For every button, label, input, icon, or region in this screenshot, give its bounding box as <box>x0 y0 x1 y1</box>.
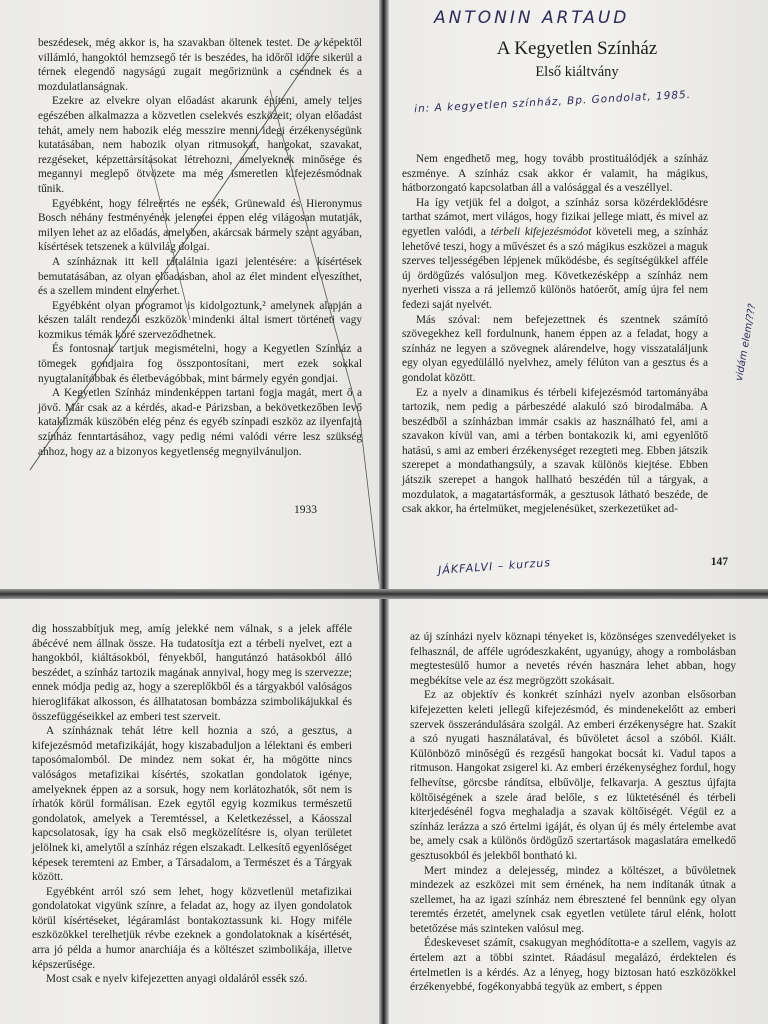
year-label: 1933 <box>294 504 317 516</box>
page-top-right <box>386 0 768 590</box>
paragraph: Most csak e nyelv kifejezetten anyagi oldaláról essék szó. <box>46 973 308 986</box>
page-bottom-right <box>386 598 768 1024</box>
text-column <box>32 622 352 987</box>
handwritten-margin-note: vidám elem/??? <box>734 302 759 382</box>
page-bottom-left <box>0 598 380 1024</box>
pencil-strikethrough <box>0 0 380 590</box>
paragraph: Ez az objektív és konkrét színházi nyelv azonban elsősorban kifejezetten keleti jellegű kifejezésmód, és mindenekelőtt az emberi szervek összerándulására szolgál. Az emberi érzékenységre hat. Szakít a szó nyugati használatával, és bűvöletet ácsol a szóból. Kiált. Különböző minőségű és rezgésű hangokat bocsát ki. Vadul tapos a ritmuson. Hangokat zsigerel ki. Az emberi érzékenységhez fordul, hogy felhevítse, görcsbe rándítsa, elbűvölje, felkavarja. A gesztus újfajta költőiségének a szele árad belőle, s ez lüktetésénél és térbeli kiterjedésénél fogva meghaladja a szavak költőiségét. Végül ez a színház lerázza a szó értelmi igáját, és olyan új és mély értelembe avat be, amely csak a különös ördögűző szertartások magaslatára emelkedő gesztusokból és jelekből bontható ki. <box>410 689 736 862</box>
paragraph: A Kegyetlen Színház mindenképpen tartani fogja magát, mert ő a jövő. Már csak az a kérdés, akad-e Párizsban, a bekövetkezőben levő kataklizmák küszöbén elég pénz és egyéb színpadi eszköz az ilyenfajta színház fenntartásához, vagy pedig némi valódi vérre lesz szükség ahhoz, hogy az a bizonyos kegyetlenség megnyilvánuljon. <box>38 387 362 458</box>
paragraph: Ez a nyelv a dinamikus és térbeli kifejezésmód tartományába tartozik, nem pedig a párbeszédé alakuló szó birodalmába. A beszédből a színházban immár csakis az használható fel, ami a szavakon kívül van, ami a térben bontakozik ki, ami egyenlőtő hatású, s ami az emberi érzékenységet rezegteti meg. Ebben játszik szerepet a mondathangsúly, a szavak különös kiejtése. Ebben játszik szerepet a hangok hallható beszédén túl a tárgyak, a mozdulatok, a magatartásformák, a gesztusok látható beszéde, de csak akkor, ha értelmüket, megjelenésüket, szerkezetüket ad- <box>402 386 708 516</box>
paragraph: Más szóval: nem befejezettnek és szentnek számító szövegekhez kell fordulnunk, hanem éppen az a feladat, hogy a színház ne legyen a szövegnek alárendelve, hogy visszataláljunk egy olyan egyedülálló nyelvhez, amely félúton van a gesztus és a gondolat között. <box>402 313 708 384</box>
handwritten-author: ANTONIN ARTAUD <box>434 8 630 28</box>
paragraph: A színháznak tehát létre kell hoznia a szó, a gesztus, a kifejezésmód metafizikáját, hogy kiszabaduljon a lélektani és emberi taposómalomból. De mindez nem sokat ér, ha mögötte nincs valóságos metafizikai kísértés, szokatlan gondolatok igénye, amelyeknek éppen az a sorsuk, hogy nem korlátozhatók, sőt nem is írhatók körül formálisan. Ezek egytől egyig kozmikus természetű gondolatok, amelyek a Teremtéssel, a Keletkezéssel, a Káosszal kapcsolatosak, így ha csak első megközelítésre is, olyan területet jelölnek ki, amelytől a színház régen elszakadt. Lelkesítő egyenlőséget képesek teremteni az Ember, a Társadalom, a Természet és a Tárgyak között. <box>32 725 352 884</box>
book-gutter <box>379 0 389 1024</box>
paragraph: És fontosnak tartjuk megismételni, hogy a Kegyetlen Színház a tömegek gondjaira fog összpontosítani, mert ezek sokkal nyugtalanítóbbak és életbevágóbbak, mint bármely egyén gondjai. <box>38 343 362 385</box>
text-column <box>410 630 736 995</box>
paragraph: Egyébként, hogy félreértés ne essék, Grünewald és Hieronymus Bosch néhány festményének jelenetei éppen elég világosan mutatják, milyen lehet az az előadás, amelyben, akárcsak bármely szent agyában, kísértések tetszenek a külvilág dolgai. <box>38 197 362 254</box>
handwritten-course-note: JÁKFALVI – kurzus <box>437 556 552 577</box>
chapter-title: A Kegyetlen Színház <box>496 38 658 59</box>
paragraph: Ezekre az elvekre olyan előadást akarunk építeni, amely teljes egészében alkalmazza a közvetlen cselekvés eszközeit; olyan előadást tehát, amely nem habozik elég messzire menni idegi érzékenységünk kutatásában, nem habozik olyan ritmusokat, hangokat, szavakat, rezgéseket, képzettársításokat létrehozni, amelyeknek minősége és megannyi meglepő ötvözete ma még ismeretlen kifejezésmódnak tűnik. <box>38 95 362 195</box>
page-number: 147 <box>710 556 728 568</box>
paragraph: dig hosszabbítjuk meg, amíg jelekké nem válnak, s a jelek afféle ábécévé nem állnak össze. Ha tudatosítja ezt a térbeli nyelvet, ezt a hangokból, kiáltásokból, fényekből, hangutánzó hatásokból álló beszédet, a színház tartozik magának annyival, hogy meg is szervezze; ennek módja pedig az, hogy a szereplőkből és a tárgyakból valóságos hieroglifákat alkosson, és állhatatosan bombázza szimbolikájukkal és összefüggéseikkel az emberi test szerveit. <box>32 623 352 723</box>
paragraph: Nem engedhető meg, hogy tovább prostituálódjék a színház eszménye. A színház csak akkor ér valamit, ha mágikus, hátborzongató kapcsolatban áll a valósággal és a veszéllyel. <box>402 153 708 195</box>
text-column <box>402 152 708 517</box>
paragraph: A színháznak itt kell rátalálnia igazi jelentésére: a kísértések bemutatásában, az olyan előadásban, ahol az élet mindent elveszíthet, és a szellem mindent elnyerhet. <box>38 255 362 298</box>
paragraph: Egyébként olyan programot is kidolgoztunk,² amelynek alapján a készen talált rendezői eszközök mindenki által ismert történeti vagy kozmikus témák köré szerveződhetnek. <box>38 299 362 341</box>
scan-separator <box>0 589 768 599</box>
paragraph: Mert mindez a delejesség, mindez a költészet, a bűvöletnek mindezek az eszközei mit sem érnének, ha nem indítanák útnak a szellemet, ha az igazi színház nem ébresztené fel bennünk egy olyan teremtés érzetét, amelynek csak egyetlen vetülete tárul elénk, holott betetőzése más szinteken valósul meg. <box>410 864 736 935</box>
paragraph: Egyébként arról szó sem lehet, hogy közvetlenül metafizikai gondolatokat vigyünk színre, a feladat az, hogy az ilyen gondolatok körül kísértéseket, légáramlást bontakoztassunk ki. Hogy miféle eszközökkel terelhetjük révbe ezeknek a gondolatoknak a kísértését, arra jó példa a humor anarchiája és a költészet szimbolikája, illetve képszerűsége. <box>32 885 352 971</box>
paragraph: az új színházi nyelv köznapi tényeket is, közönséges szenvedélyeket is felhasznál, de afféle ugródeszkaként, ugyanúgy, ahogy a rombolásban megtestesülő humor a nevetés révén hasznára lehet abban, hogy megbékítse vele az ész megrögzött szokásait. <box>410 631 736 687</box>
page-top-left <box>0 0 380 590</box>
handwritten-source: in: A kegyetlen színház, Bp. Gondolat, 1985. <box>413 88 692 116</box>
paragraph: Édeskeveset számít, csakugyan meghódította-e a szellem, vagyis az értelem azt a többi szintet. Ráadásul megalázó, érdektelen és értelmetlen is a kérdés. Az a lényeg, hogy biztosan ható eszközökkel érzékenyebbé, fogékonyabbá tegyük az embert, s éppen <box>410 937 736 994</box>
paragraph: beszédesek, még akkor is, ha szavakban öltenek testet. De a képektől villámló, hangoktól hemzsegő tér is beszédes, ha időről időre sikerül a térnek elegendő nagyságú zugait megőriznünk a csendnek és a mozdulatlanságnak. <box>38 37 362 93</box>
paragraph: Ha így vetjük fel a dolgot, a színház sorsa közérdeklődésre tarthat számot, mert világos, hogy fizikai jellege miatt, és mivel az egyetlen valódi, a térbeli kifejezésmódot követeli meg, a színház lehetővé teszi, hogy a művészet és a szó mágikus eszközei a maguk szerves teljességében lépjenek működésbe, és segítségükkel afféle új ördögűzés valósuljon meg. Következésképp a színház nem nyerheti vissza a rá jellemző különös hatóerőt, amíg újra fel nem fedezi saját nyelvét. <box>402 196 709 311</box>
chapter-subtitle: Első kiáltvány <box>535 64 619 80</box>
